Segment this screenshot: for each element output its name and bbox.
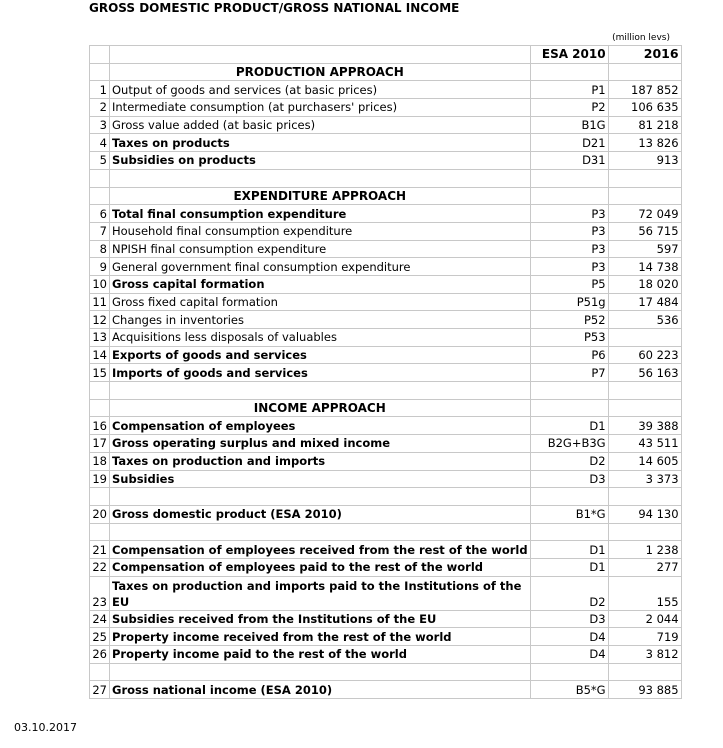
spacer-row [90,488,682,506]
units-note: (million levs) [612,33,670,43]
table-row: 18 Taxes on production and imports D2 14 605 [90,452,682,470]
table-row-total: 27 Gross national income (ESA 2010) B5*G 93 885 [90,681,682,699]
table-row: 24 Subsidies received from the Institutions of the EU D3 2 044 [90,610,682,628]
header-esa: ESA 2010 [530,46,608,64]
spacer-row [90,663,682,681]
section-row [90,399,682,417]
table-row-total: 20 Gross domestic product (ESA 2010) B1*G 94 130 [90,505,682,523]
section-row [90,187,682,205]
table-row: 2 Intermediate consumption (at purchasers' prices) P2 106 635 [90,99,682,117]
table-row: 3 Gross value added (at basic prices) B1G 81 218 [90,116,682,134]
table-row: 9 General government final consumption expenditure P3 14 738 [90,258,682,276]
table-row: 7 Household final consumption expenditure P3 56 715 [90,222,682,240]
table-row: 6 Total final consumption expenditure P3 72 049 [90,205,682,223]
footer-date: 03.10.2017 [14,721,77,734]
table-row: 13 Acquisitions less disposals of valuables P53 [90,329,682,347]
section-title-expenditure: EXPENDITURE APPROACH [110,187,531,205]
spacer-row [90,382,682,400]
spacer-row [90,523,682,541]
table-row: 10 Gross capital formation P5 18 020 [90,275,682,293]
table-row: 23 Taxes on production and imports paid to the Institutions of the EU D2 155 [90,576,682,610]
table-row: 21 Compensation of employees received from the rest of the world D1 1 238 [90,541,682,559]
document-title: GROSS DOMESTIC PRODUCT/GROSS NATIONAL INCOME [89,1,460,15]
table-row: 5 Subsidies on products D31 913 [90,152,682,170]
table-row: 22 Compensation of employees paid to the rest of the world D1 277 [90,558,682,576]
table-row: 26 Property income paid to the rest of the world D4 3 812 [90,646,682,664]
table-row: 14 Exports of goods and services P6 60 223 [90,346,682,364]
section-title-income: INCOME APPROACH [110,399,531,417]
table-row: 8 NPISH final consumption expenditure P3 597 [90,240,682,258]
table-row: 16 Compensation of employees D1 39 388 [90,417,682,435]
header-year: 2016 [608,46,681,64]
table-row: 11 Gross fixed capital formation P51g 17 484 [90,293,682,311]
spacer-row [90,169,682,187]
table-row: 25 Property income received from the rest of the world D4 719 [90,628,682,646]
table-row: 15 Imports of goods and services P7 56 163 [90,364,682,382]
table-row: 19 Subsidies D3 3 373 [90,470,682,488]
section-title-production: PRODUCTION APPROACH [110,63,531,81]
header-blank [90,46,110,64]
table-row: 17 Gross operating surplus and mixed income B2G+B3G 43 511 [90,435,682,453]
table-row: 12 Changes in inventories P52 536 [90,311,682,329]
table-row: 1 Output of goods and services (at basic prices) P1 187 852 [90,81,682,99]
table-row: 4 Taxes on products D21 13 826 [90,134,682,152]
section-row [90,63,682,81]
gdp-table [89,45,682,699]
header-blank [110,46,531,64]
table-header-row [90,46,682,64]
